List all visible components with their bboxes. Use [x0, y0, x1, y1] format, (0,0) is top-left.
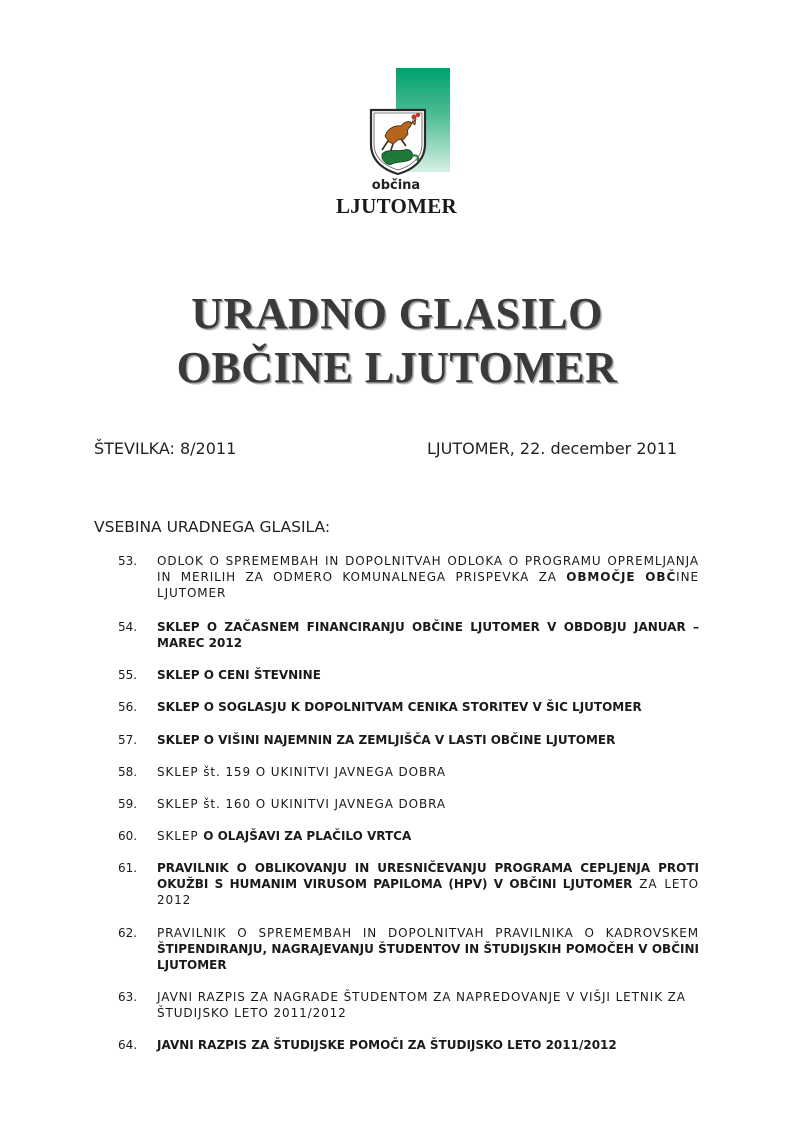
document-title-line2: OBČINE LJUTOMER [176, 343, 618, 392]
item-number: 53. [118, 554, 138, 568]
logo-obcina-text: občina [371, 178, 421, 193]
logo-town-name: LJUTOMER [336, 194, 458, 218]
item-text: SKLEP O ZAČASNEM FINANCIRANJU OBČINE LJUTOMER V OBDOBJU JANUAR – MAREC 2012 [157, 620, 699, 650]
item-text: JAVNI RAZPIS ZA ŠTUDIJSKE POMOČI ZA ŠTUDIJSKO LETO 2011/2012 [157, 1038, 617, 1052]
item-text: SKLEP O OLAJŠAVI ZA PLAČILO VRTCA [157, 829, 412, 843]
item-text: SKLEP O SOGLASJU K DOPOLNITVAM CENIKA STORITEV V ŠIC LJUTOMER [157, 700, 642, 714]
document-title-line1: URADNO GLASILO [191, 289, 603, 338]
item-number: 60. [118, 829, 138, 843]
item-text: PRAVILNIK O SPREMEMBAH IN DOPOLNITVAH PRAVILNIKA O KADROVSKEM ŠTIPENDIRANJU, NAGRAJEVANJU ŠTUDENTOV IN ŠTUDIJSKIH POMOČEH V OBČINI LJUTOMER [157, 926, 699, 972]
item-number: 57. [118, 733, 138, 747]
item-number: 59. [118, 797, 138, 811]
item-number: 56. [118, 700, 138, 714]
contents-heading: VSEBINA URADNEGA GLASILA: [94, 518, 331, 536]
item-number: 58. [118, 765, 138, 779]
issue-number: ŠTEVILKA: 8/2011 [94, 439, 237, 458]
item-number: 55. [118, 668, 138, 682]
item-number: 61. [118, 861, 138, 875]
issue-place-date: LJUTOMER, 22. december 2011 [427, 439, 678, 458]
item-number: 54. [118, 620, 138, 634]
item-number: 63. [118, 990, 138, 1004]
coat-of-arms-icon [368, 106, 428, 176]
municipality-logo [336, 66, 466, 226]
item-text: JAVNI RAZPIS ZA NAGRADE ŠTUDENTOM ZA NAPREDOVANJE V VIŠJI LETNIK ZA ŠTUDIJSKO LETO 2011/2012 [157, 990, 686, 1020]
item-number: 62. [118, 926, 138, 940]
item-text: SKLEP O CENI ŠTEVNINE [157, 668, 321, 682]
item-number: 64. [118, 1038, 138, 1052]
item-text: SKLEP št. 160 O UKINITVI JAVNEGA DOBRA [157, 797, 447, 811]
item-text: SKLEP O VIŠINI NAJEMNIN ZA ZEMLJIŠČA V LASTI OBČINE LJUTOMER [157, 733, 616, 747]
item-text: PRAVILNIK O OBLIKOVANJU IN URESNIČEVANJU PROGRAMA CEPLJENJA PROTI OKUŽBI S HUMANIM VIRUSOM PAPILOMA (HPV) V OBČINI LJUTOMER ZA LETO 2012 [157, 861, 699, 907]
item-text: ODLOK O SPREMEMBAH IN DOPOLNITVAH ODLOKA O PROGRAMU OPREMLJANJA IN MERILIH ZA ODMERO KOMUNALNEGA PRISPEVKA ZA OBMOČJE OBČINE LJUTOMER [157, 554, 699, 600]
item-text: SKLEP št. 159 O UKINITVI JAVNEGA DOBRA [157, 765, 447, 779]
